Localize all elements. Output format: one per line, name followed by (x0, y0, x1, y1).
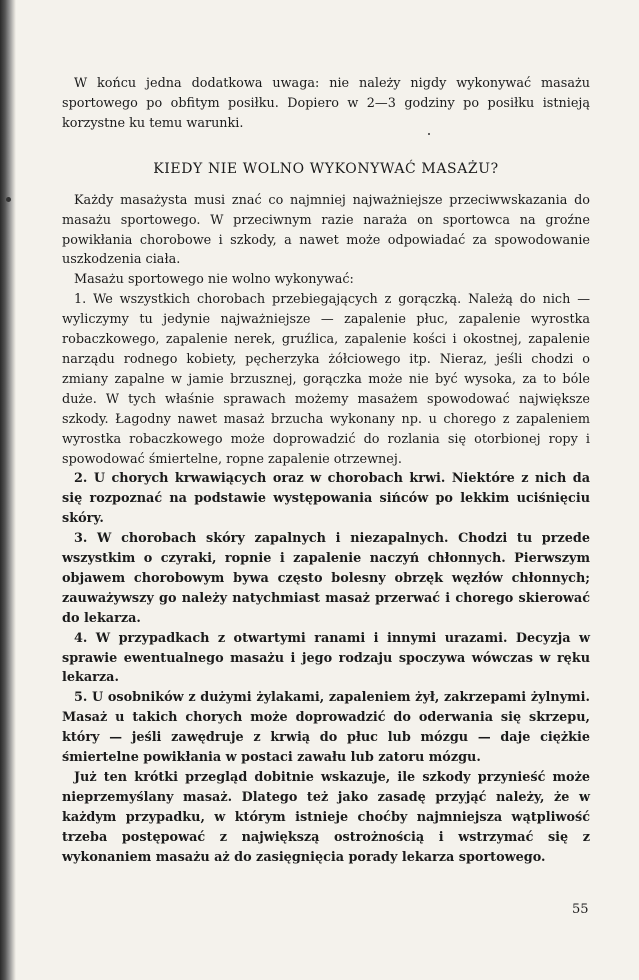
page-number: 55 (572, 902, 589, 917)
list-item-bleeding: 2. U chorych krwawiących oraz w chorobach krwi. Niektóre z nich da się rozpoznać na podstawie występowania sińców po lekkim uciśnięciu skóry. (62, 471, 590, 527)
page-text (62, 74, 590, 868)
paragraph-list-intro: Masażu sportowego nie wolno wykonywać: (74, 272, 354, 288)
intro-paragraph: W końcu jedna dodatkowa uwaga: nie należy nigdy wykonywać masażu sportowego po obfitym posiłku. Dopiero w 2—3 godziny po posiłku istnieją korzystne ku temu warunki. (62, 76, 590, 131)
paragraph-contraindications-intro: Każdy masażysta musi znać co najmniej najważniejsze przeciwwskazania do masażu sportowego. W przeciwnym razie naraża on sportowca na groźne powikłania chorobowe i szkody, a nawet może odpowiadać za spowodowanie uszkodzenia ciała. (62, 192, 590, 268)
section-heading: KIEDY NIE WOLNO WYKONYWAĆ MASAŻU? (153, 160, 499, 177)
list-item-wounds: 4. W przypadkach z otwartymi ranami i innymi urazami. Decyzja w sprawie ewentualnego masażu i jego rodzaju spoczywa wówczas w ręku lekarza. (62, 630, 590, 686)
list-item-varicose: 5. U osobników z dużymi żylakami, zapaleniem żył, zakrzepami żylnymi. Masaż u takich chorych może doprowadzić do oderwania się skrzepu, który — jeśli zawędruje z krwią do płuc lub mózgu — daje ciężkie śmiertelne powikłania w postaci zawału lub zatoru mózgu. (62, 690, 590, 766)
list-item-fever: 1. We wszystkich chorobach przebiegających z gorączką. Należą do nich — wyliczymy tu jedynie najważniejsze — zapalenie płuc, zapalenie wyrostka robaczkowego, zapalenie nerek, gruźlica, zapalenie kości i okostnej, zapalenie narządu rodnego kobiety, pęcherzyka żółciowego itp. Nieraz, jeśli chodzi o zmiany zapalne w jamie brzusznej, gorączka może nie być wysoka, za to bóle duże. W tych właśnie sprawach możemy masażem spowodować największe szkody. Łagodny nawet masaż brzucha wykonany np. u chorego z zapaleniem wyrostka robaczkowego może doprowadzić do rozlania się otorbionej ropy i spowodować śmiertelne, ropne zapalenie otrzewnej. (62, 292, 590, 467)
binding-shadow (0, 0, 16, 980)
closing-paragraph: Już ten krótki przegląd dobitnie wskazuje, ile szkody przynieść może nieprzemyślany masaż. Dlatego też jako zasadę przyjąć należy, że w każdym przypadku, w którym istnieje choćby najmniejsza wątpliwość trzeba postępować z największą ostrożnością i wstrzymać się z wykonaniem masażu aż do zasięgnięcia porady lekarza sportowego. (62, 770, 590, 865)
list-item-skin: 3. W chorobach skóry zapalnych i niezapalnych. Chodzi tu przede wszystkim o czyraki, ropnie i zapalenie naczyń chłonnych. Pierwszym objawem chorobowym bywa często bolesny obrzęk węzłów chłonnych; zauważywszy go należy natychmiast masaż przerwać i chorego skierować do lekarza. (62, 531, 590, 626)
print-speck (6, 197, 11, 202)
